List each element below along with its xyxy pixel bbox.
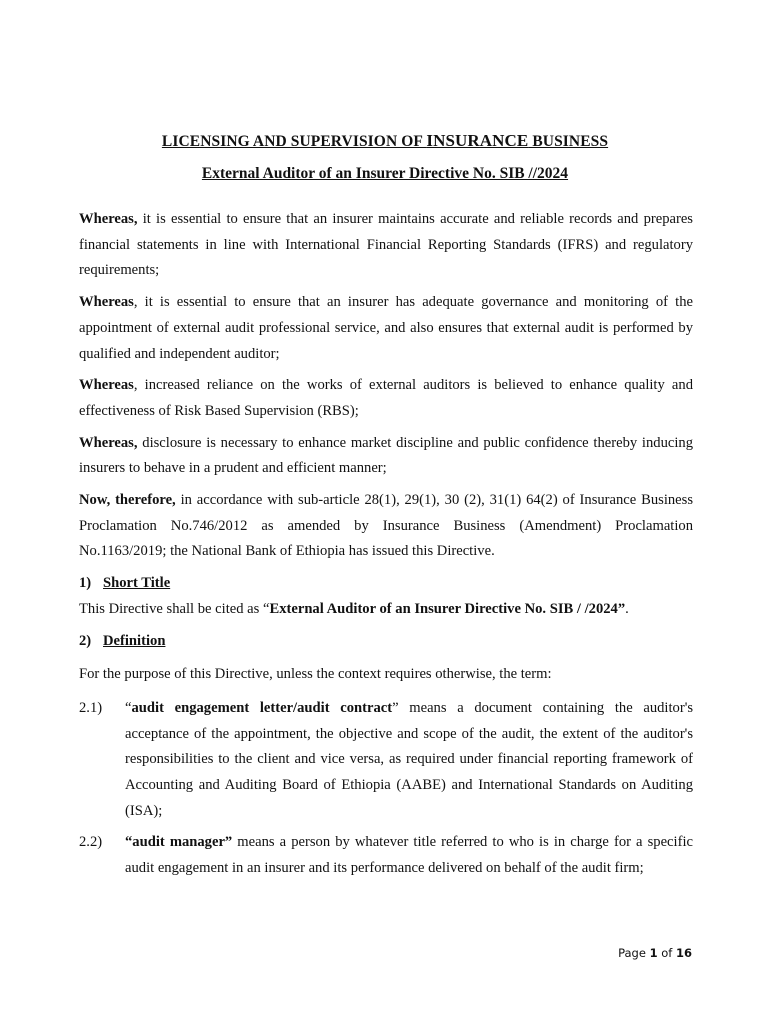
preamble-paragraph-4: Whereas, disclosure is necessary to enhance market discipline and public confidence thereby inducing insurers to behave in a prudent and efficient manner; <box>79 434 693 477</box>
preamble-paragraph-2: Whereas, it is essential to ensure that an insurer has adequate governance and monitoring of the appointment of external audit professional service, and also ensures that external audit is performed by qualified and independent auditor; <box>79 294 693 362</box>
document-body <box>79 207 693 888</box>
document-subtitle: External Auditor of an Insurer Directive No. SIB //2024 <box>201 165 569 182</box>
preamble-paragraph-1: Whereas, it is essential to ensure that an insurer maintains accurate and reliable records and prepares financial statements in line with International Financial Reporting Standards (IFRS) and regulatory requirements; <box>79 211 693 279</box>
section-1-heading: 1) Short Title <box>79 575 171 592</box>
section-1-text: This Directive shall be cited as “External Auditor of an Insurer Directive No. SIB / /2024”. <box>79 600 629 617</box>
title-part-1: LICENSING AND SUPERVISION OF <box>161 133 427 150</box>
section-2-heading: 2) Definition <box>79 632 166 649</box>
title-part-3: BUSINESS <box>528 133 609 150</box>
page-number-footer: Page 1 of 16 <box>618 946 692 960</box>
definition-item-2-2: 2.2) “audit manager” means a person by whatever title referred to who is in charge for a specific audit engagement in an insurer and its performance delivered on behalf of the audit firm; <box>79 834 693 877</box>
definition-item-2-1: 2.1) “audit engagement letter/audit contract” means a document containing the auditor's acceptance of the appointment, the objective and scope of the audit, the extent of the auditor's responsibilities to the client and vice versa, as required under financial reporting framework of Accounting and Auditing Board of Ethiopia (AABE) and International Standards on Auditing (ISA); <box>79 699 694 819</box>
section-2-intro: For the purpose of this Directive, unless the context requires otherwise, the term: <box>79 666 552 683</box>
preamble-paragraph-3: Whereas, increased reliance on the works of external auditors is believed to enhance quality and effectiveness of Risk Based Supervision (RBS); <box>79 377 693 419</box>
document-title <box>0 131 770 151</box>
preamble-paragraph-5: Now, therefore, in accordance with sub-article 28(1), 29(1), 30 (2), 31(1) 64(2) of Insurance Business Proclamation No.746/2012 as amended by Insurance Business (Amendment) Proclamation No.1163/2019; the National Bank of Ethiopia has issued this Directive. <box>79 492 694 560</box>
title-part-2: INSURANCE <box>426 131 529 150</box>
